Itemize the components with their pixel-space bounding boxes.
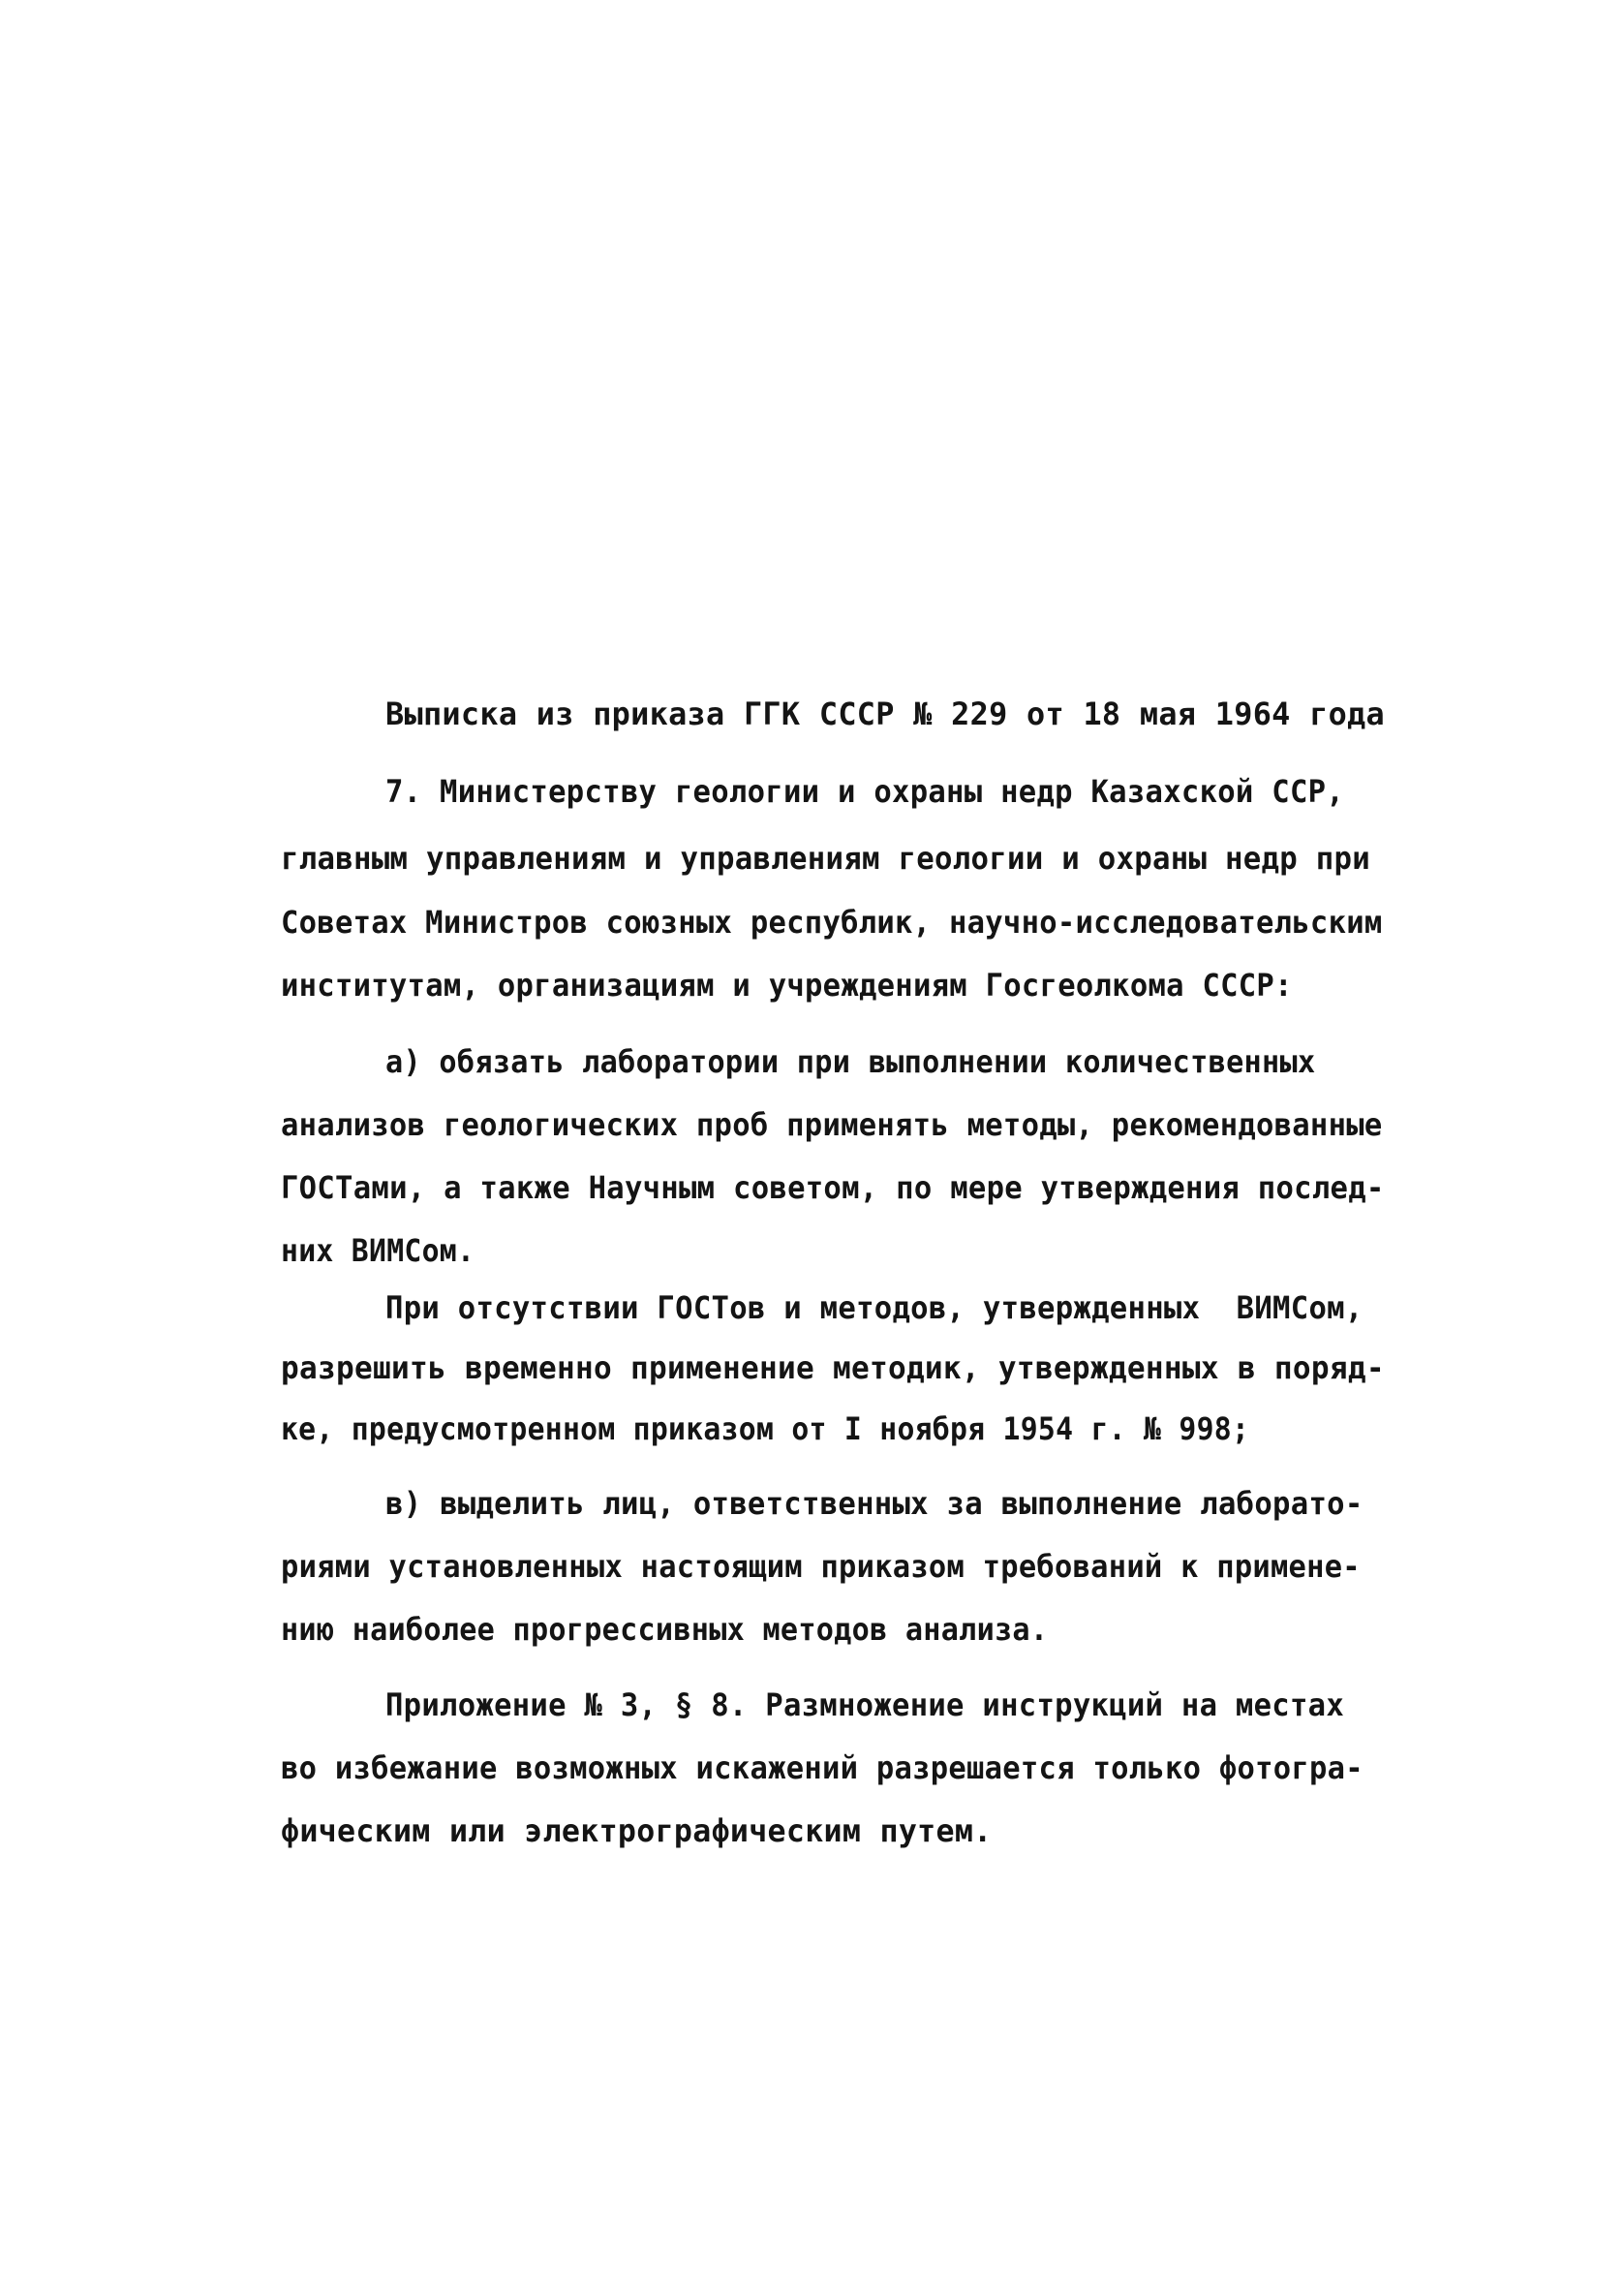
- paragraph-v-line-1: в) выделить лиц, ответственных за выполнение лаборато-: [385, 1485, 1364, 1522]
- paragraph-7-line-3: Советах Министров союзных республик, научно-исследовательским: [281, 904, 1383, 941]
- paragraph-a-line-3: ГОСТами, а также Научным советом, по мере утверждения послед-: [281, 1169, 1385, 1206]
- paragraph-appendix-line-2: во избежание возможных искажений разрешается только фотогра-: [281, 1749, 1364, 1786]
- paragraph-appendix-line-1: Приложение № 3, § 8. Размножение инструкций на местах: [385, 1686, 1345, 1723]
- paragraph-absence-line-3: ке, предусмотренном приказом от I ноября 1954 г. № 998;: [281, 1410, 1250, 1447]
- paragraph-v-line-3: нию наиболее прогрессивных методов анализа.: [281, 1611, 1049, 1648]
- paragraph-7-line-1: 7. Министерству геологии и охраны недр Казахской ССР,: [385, 773, 1345, 810]
- paragraph-a-line-4: них ВИМСом.: [281, 1232, 475, 1269]
- paragraph-a-line-2: анализов геологических проб применять методы, рекомендованные: [281, 1106, 1383, 1143]
- paragraph-absence-line-1: При отсутствии ГОСТов и методов, утвержденных ВИМСом,: [385, 1289, 1364, 1326]
- document-heading: Выписка из приказа ГГК СССР № 229 от 18 мая 1964 года: [385, 696, 1386, 732]
- paragraph-7-line-4: институтам, организациям и учреждениям Госгеолкома СССР:: [281, 967, 1293, 1004]
- paragraph-absence-line-2: разрешить временно применение методик, утвержденных в поряд-: [281, 1349, 1385, 1386]
- paragraph-v-line-2: риями установленных настоящим приказом требований к примене-: [281, 1548, 1361, 1585]
- paragraph-7-line-2: главным управлениям и управлениям геологии и охраны недр при: [281, 840, 1370, 877]
- paragraph-appendix-line-3: фическим или электрографическим путем.: [281, 1812, 993, 1849]
- paragraph-a-line-1: а) обязать лаборатории при выполнении количественных: [385, 1043, 1316, 1080]
